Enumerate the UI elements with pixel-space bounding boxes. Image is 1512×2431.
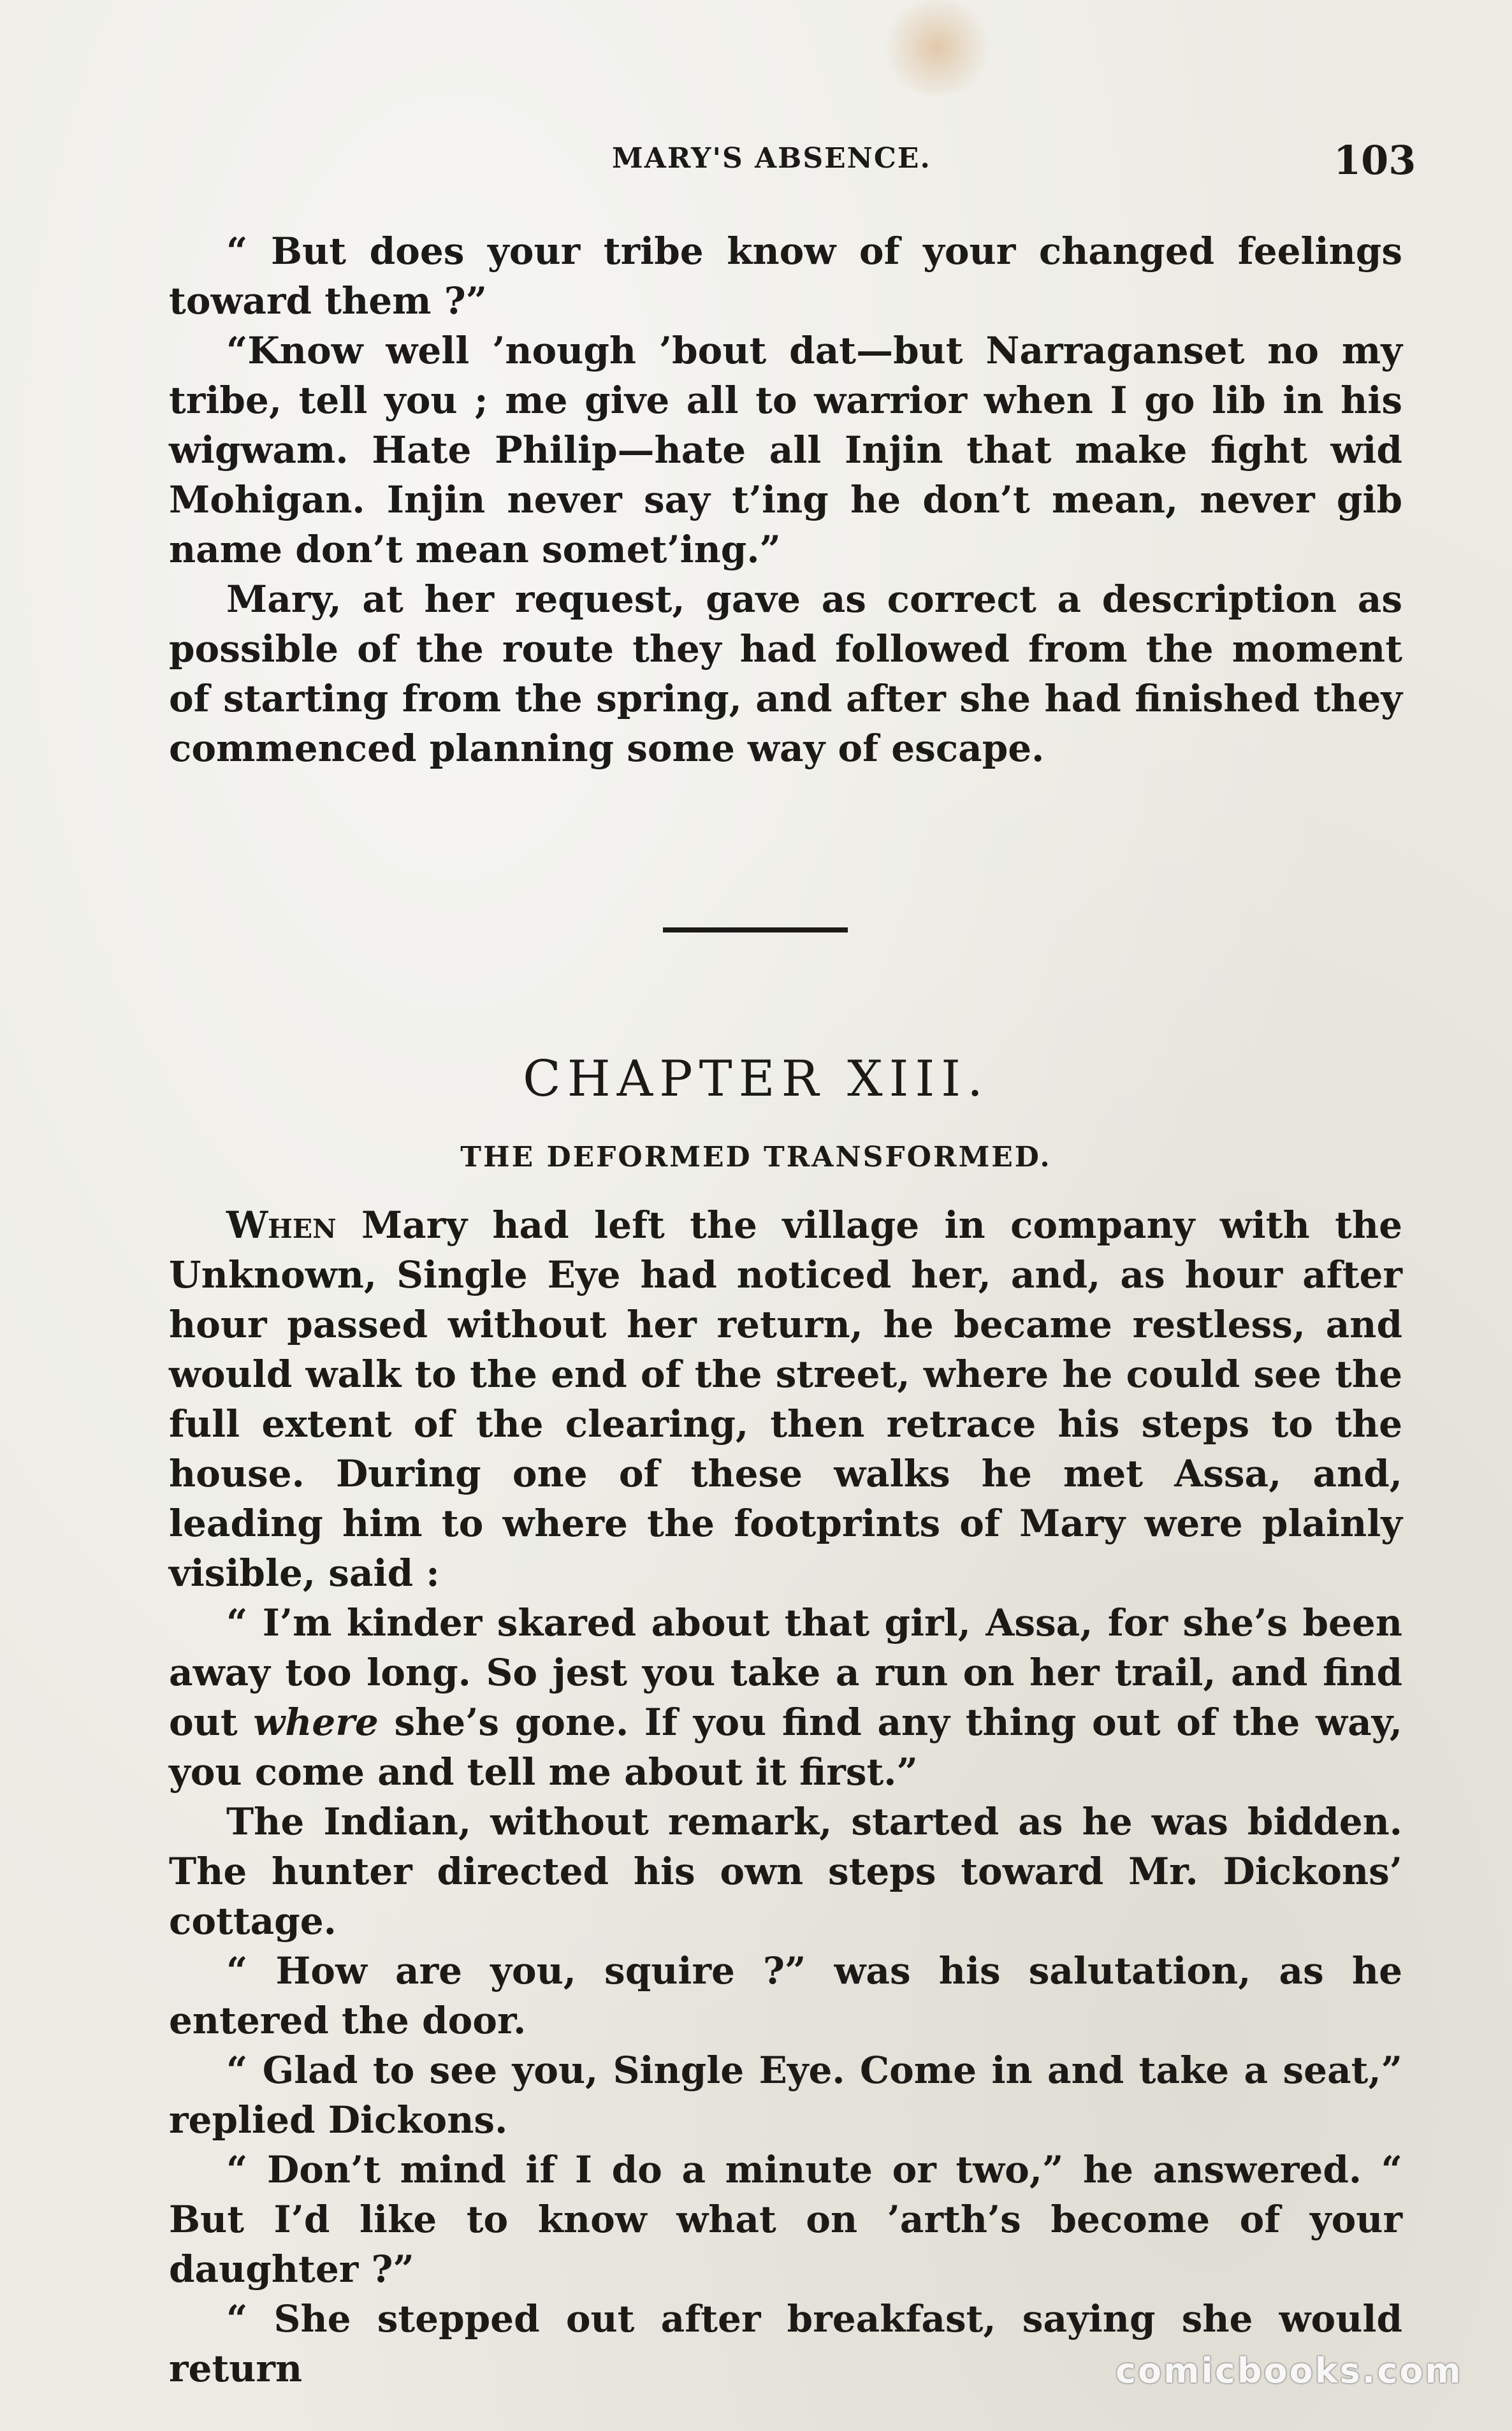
- paragraph: “ Don’t mind if I do a minute or two,” he answered. “ But I’d like to know what on ’arth’s become of your daughter ?”: [169, 2148, 1402, 2291]
- text-block-chapter: [169, 1200, 1402, 2393]
- section-divider: [663, 927, 848, 932]
- running-title: MARY'S ABSENCE.: [612, 142, 931, 175]
- running-head: [0, 137, 1512, 188]
- opening-text: Mary had left the village in company with the Unknown, Single Eye had noticed her, and, as hour after hour passed without her return, he became restless, and would walk to the end of the street, where he could see the full extent of the clearing, then retrace his steps to the house. During one of these walks he met Assa, and, leading him to where the footprints of Mary were plainly visible, said :: [169, 1203, 1402, 1595]
- text-block-top: [169, 226, 1402, 773]
- paper-stain: [880, 0, 994, 96]
- paragraph: Mary, at her request, gave as correct a description as possible of the route they had followed from the moment of starting from the spring, and after she had finished they commenced planning some way of escape.: [169, 577, 1402, 770]
- paragraph: “ But does your tribe know of your changed feelings toward them ?”: [169, 229, 1402, 323]
- speech-text: she’s gone. If you find any thing out of the way, you come and tell me about it first.”: [169, 1701, 1402, 1794]
- paragraph: “ How are you, squire ?” was his salutation, as he entered the door.: [169, 1949, 1402, 2042]
- paragraph: “Know well ’nough ’bout dat—but Narraganset no my tribe, tell you ; me give all to warrior when I go lib in his wigwam. Hate Philip—hate all Injin that make fight wid Mohigan. Injin never say t’ing he don’t mean, never gib name don’t mean somet’ing.”: [169, 329, 1402, 571]
- paragraph: “ She stepped out after breakfast, saying she would return: [169, 2297, 1402, 2390]
- chapter-subtitle: THE DEFORMED TRANSFORMED.: [460, 1141, 1052, 1173]
- paragraph: [169, 1598, 1402, 1797]
- paragraph: “ Glad to see you, Single Eye. Come in and take a seat,” replied Dickons.: [169, 2049, 1402, 2142]
- opening-word: When: [226, 1203, 337, 1247]
- speech-text: “ I’m kinder skared about that girl, Assa, for she’s been away too long. So jest you take a run on her trail, and find out: [169, 1601, 1402, 1744]
- watermark: comicbooks.com: [1116, 2351, 1463, 2391]
- emphasis-word: where: [253, 1701, 379, 1744]
- chapter-title: CHAPTER XIII.: [523, 1050, 989, 1108]
- paragraph: [169, 1200, 1402, 1598]
- page-number: 103: [1334, 137, 1416, 184]
- paragraph: The Indian, without remark, started as he was bidden. The hunter directed his own steps toward Mr. Dickons’ cottage.: [169, 1800, 1402, 1943]
